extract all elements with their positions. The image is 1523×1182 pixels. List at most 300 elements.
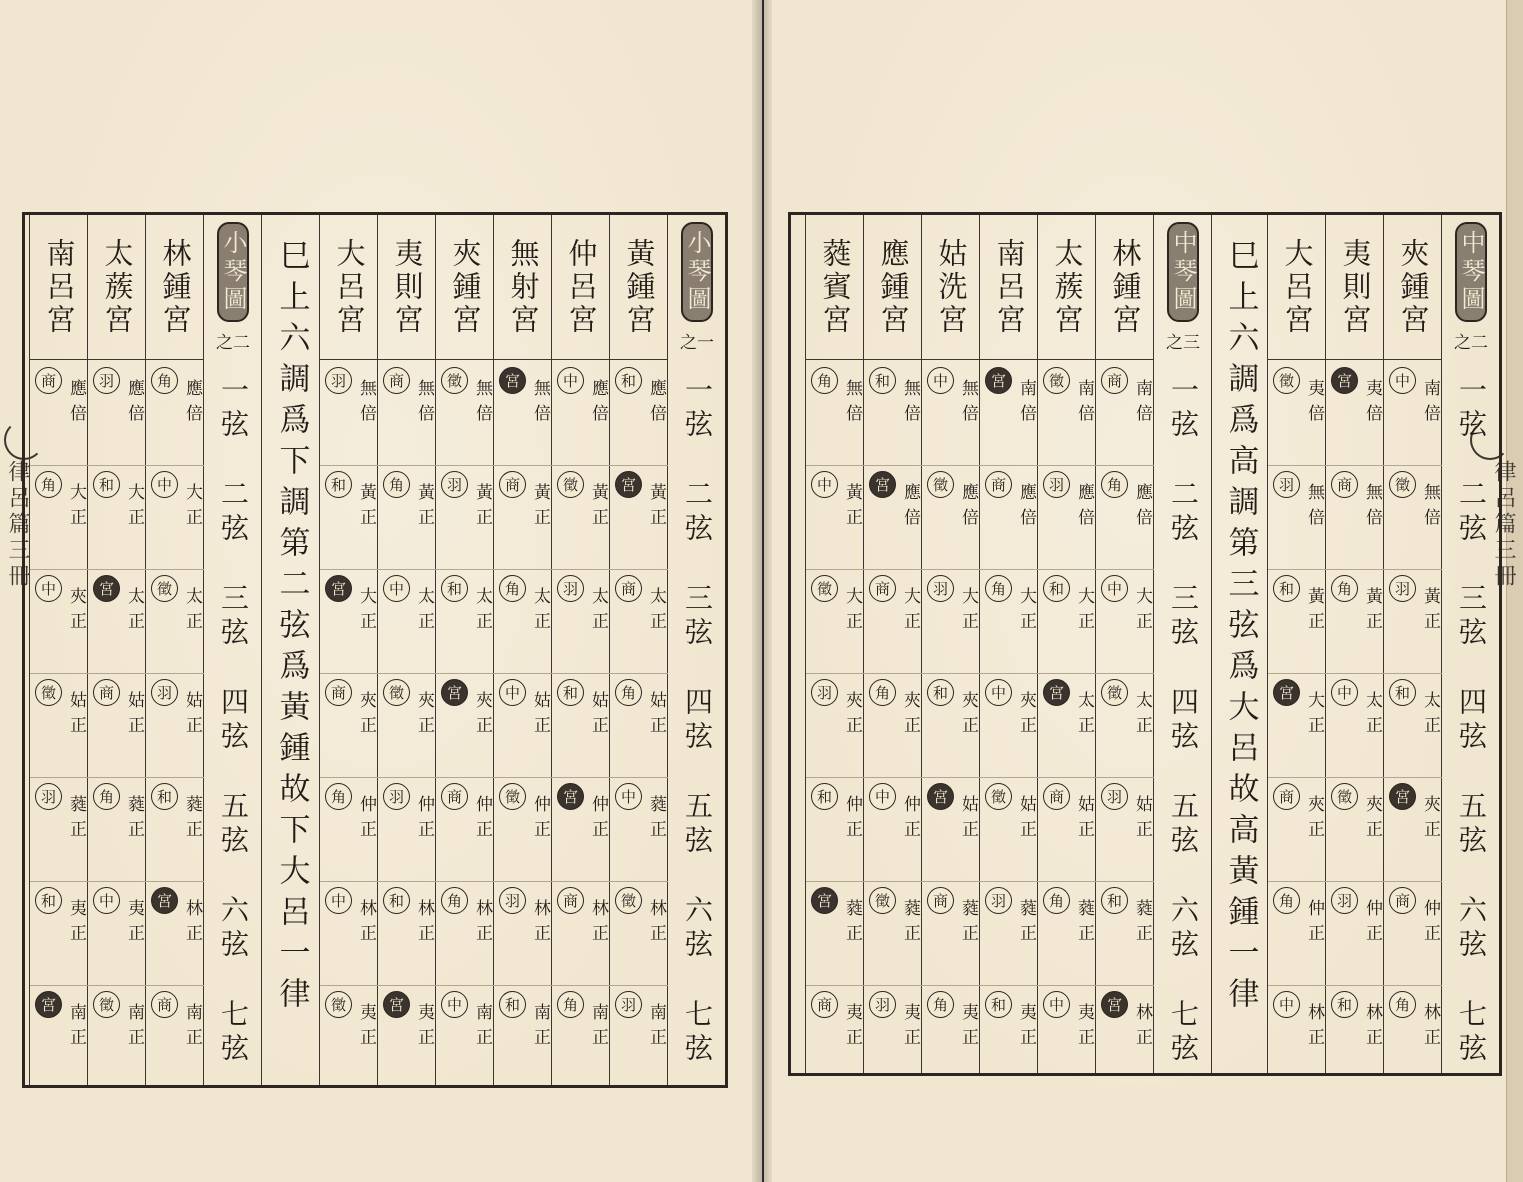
right-pitch-cell [980,777,1038,882]
right-pitch-cell [1384,777,1442,882]
left-pitch-name: 仲正 [472,795,492,845]
right-remark-column [1211,215,1268,1073]
right-pitch-cell [1326,985,1384,1089]
right-pitch-name: 大正 [842,587,862,637]
left-degree-mark: 徵 [383,679,410,706]
right-pitch-name: 夾正 [1304,795,1324,845]
left-degree-mark: 和 [93,471,120,498]
left-degree-mark: 宮 [93,575,120,602]
right-degree-mark: 宮 [1331,367,1358,394]
left-margin-label: 律呂篇三冊 [5,460,30,590]
right-plaque-sub: 之二 [1454,332,1488,353]
left-degree-mark: 徵 [151,575,178,602]
left-pitch-cell [320,985,378,1089]
right-degree-mark: 角 [1101,471,1128,498]
right-mode-column [1267,215,1326,1073]
right-degree-mark: 角 [927,991,954,1018]
right-degree-mark: 和 [1273,575,1300,602]
right-string-label: 四弦 [1167,687,1200,755]
right-pitch-name: 應倍 [958,483,978,533]
right-pitch-name: 無倍 [958,379,978,429]
right-pitch-cell [1038,777,1096,882]
left-pitch-cell [88,361,146,466]
left-pitch-cell [494,985,552,1089]
left-degree-mark: 中 [615,783,642,810]
right-pitch-cell [806,465,864,570]
left-string-label: 六弦 [681,895,714,963]
left-string-label: 五弦 [217,791,250,859]
right-pitch-name: 應倍 [1074,483,1094,533]
right-degree-mark: 和 [1043,575,1070,602]
left-pitch-cell [610,361,668,466]
left-pitch-cell [30,673,88,778]
left-plaque-title: 小琴圖 [681,222,713,322]
left-pitch-cell [610,985,668,1089]
left-degree-mark: 中 [557,367,584,394]
left-pitch-cell [146,361,204,466]
right-plaque-cell [1442,215,1500,359]
left-pitch-name: 姑正 [530,691,550,741]
right-remark-text: 巳上六調爲高調第三弦爲大呂故高黃鍾一律 [1222,239,1259,1018]
right-pitch-cell [864,881,922,986]
right-pitch-cell [1096,777,1154,882]
left-pitch-name: 無倍 [356,379,376,429]
left-pitch-cell [320,881,378,986]
right-pitch-cell [1326,777,1384,882]
left-mode-title: 黃鍾宮 [622,237,657,337]
left-pitch-name: 太正 [588,587,608,637]
right-string-label: 七弦 [1167,999,1200,1067]
right-pitch-name: 姑正 [1132,795,1152,845]
right-mode-title-cell [806,215,864,360]
right-mode-title-cell [864,215,922,360]
left-degree-mark: 商 [615,575,642,602]
left-pitch-cell [146,673,204,778]
right-mode-column [805,215,864,1073]
left-pitch-name: 姑正 [646,691,666,741]
left-pitch-cell [378,569,436,674]
right-pitch-name: 夷正 [958,1003,978,1053]
right-pitch-cell [1326,361,1384,466]
left-mode-column [87,215,146,1085]
right-degree-mark: 羽 [927,575,954,602]
right-mode-title: 林鍾宮 [1108,237,1143,337]
left-mode-title-cell [610,215,668,360]
left-string-label: 四弦 [681,687,714,755]
left-pitch-name: 大正 [124,483,144,533]
left-pitch-name: 黃正 [530,483,550,533]
left-mode-title-cell [378,215,436,360]
right-pitch-name: 仲正 [1362,899,1382,949]
right-pitch-name: 姑正 [1016,795,1036,845]
right-mode-title-cell [922,215,980,360]
right-plaque-cell [1154,215,1212,359]
left-pitch-name: 南正 [472,1003,492,1053]
right-pitch-name: 蕤正 [1016,899,1036,949]
right-string-label: 六弦 [1455,895,1488,963]
right-pitch-cell [1384,465,1442,570]
left-degree-mark: 商 [151,991,178,1018]
right-pitch-cell [980,569,1038,674]
right-pitch-name: 夷正 [1016,1003,1036,1053]
right-pitch-cell [864,465,922,570]
right-degree-mark: 徵 [1273,367,1300,394]
right-pitch-name: 太正 [1362,691,1382,741]
left-pitch-name: 夷正 [66,899,86,949]
right-mode-title-cell [1326,215,1384,360]
right-pitch-name: 南倍 [1016,379,1036,429]
left-pitch-cell [146,985,204,1089]
left-pitch-name: 黃正 [356,483,376,533]
left-pitch-name: 應倍 [182,379,202,429]
left-pitch-cell [552,673,610,778]
left-pitch-cell [494,569,552,674]
left-pitch-cell [552,777,610,882]
right-degree-mark: 中 [1043,991,1070,1018]
right-mode-title: 蕤賓宮 [818,237,853,337]
right-pitch-cell [980,361,1038,466]
right-pitch-cell [1384,985,1442,1089]
right-pitch-cell [806,777,864,882]
left-string-column [667,215,726,1085]
left-pitch-cell [494,465,552,570]
right-degree-mark: 中 [1101,575,1128,602]
left-string-label: 一弦 [681,375,714,443]
left-string-label: 一弦 [217,375,250,443]
left-degree-mark: 宮 [499,367,526,394]
right-degree-mark: 徵 [869,887,896,914]
right-pitch-cell [1268,569,1326,674]
left-degree-mark: 羽 [499,887,526,914]
right-degree-mark: 和 [985,991,1012,1018]
right-string-label: 七弦 [1455,999,1488,1067]
right-pitch-cell [1268,361,1326,466]
right-pitch-cell [806,673,864,778]
left-pitch-cell [378,881,436,986]
left-pitch-name: 太正 [124,587,144,637]
right-degree-mark: 和 [1389,679,1416,706]
right-pitch-name: 應倍 [900,483,920,533]
left-string-label: 七弦 [681,999,714,1067]
right-degree-mark: 羽 [1273,471,1300,498]
right-degree-mark: 商 [1389,887,1416,914]
right-mode-column [1325,215,1384,1073]
right-degree-mark: 中 [1331,679,1358,706]
left-degree-mark: 羽 [615,991,642,1018]
left-degree-mark: 宮 [557,783,584,810]
left-mode-column [29,215,88,1085]
right-pitch-cell [864,361,922,466]
left-degree-mark: 羽 [383,783,410,810]
right-degree-mark: 宮 [1043,679,1070,706]
left-degree-mark: 中 [93,887,120,914]
left-pitch-cell [436,361,494,466]
left-degree-mark: 中 [499,679,526,706]
left-pitch-cell [436,569,494,674]
right-mode-column [1037,215,1096,1073]
right-pitch-name: 太正 [1420,691,1440,741]
right-degree-mark: 和 [1331,991,1358,1018]
left-degree-mark: 商 [93,679,120,706]
left-pitch-name: 夾正 [356,691,376,741]
left-degree-mark: 角 [325,783,352,810]
right-degree-mark: 宮 [985,367,1012,394]
right-pitch-name: 蕤正 [1132,899,1152,949]
right-degree-mark: 羽 [1101,783,1128,810]
left-degree-mark: 宮 [151,887,178,914]
right-pitch-cell [1038,569,1096,674]
left-degree-mark: 角 [557,991,584,1018]
right-pitch-cell [1268,465,1326,570]
left-pitch-cell [610,881,668,986]
right-table-frame [788,212,1502,1076]
left-mode-title-cell [436,215,494,360]
right-pitch-name: 夷正 [1074,1003,1094,1053]
right-pitch-cell [1268,673,1326,778]
left-pitch-cell [610,465,668,570]
left-degree-mark: 羽 [325,367,352,394]
right-degree-mark: 和 [869,367,896,394]
left-degree-mark: 角 [383,471,410,498]
right-pitch-name: 夷倍 [1304,379,1324,429]
left-pitch-name: 林正 [530,899,550,949]
left-pitch-cell [378,465,436,570]
left-pitch-name: 夾正 [66,587,86,637]
left-mode-title-cell [30,215,88,360]
left-pitch-name: 仲正 [414,795,434,845]
left-mode-column [435,215,494,1085]
left-string-label: 三弦 [681,583,714,651]
right-degree-mark: 宮 [927,783,954,810]
left-degree-mark: 和 [35,887,62,914]
left-pitch-cell [436,985,494,1089]
right-mode-title-cell [1268,215,1326,360]
right-degree-mark: 角 [985,575,1012,602]
right-pitch-cell [864,985,922,1089]
left-pitch-name: 應倍 [124,379,144,429]
left-degree-mark: 宮 [35,991,62,1018]
right-pitch-cell [1038,881,1096,986]
right-degree-mark: 商 [1331,471,1358,498]
left-pitch-name: 太正 [472,587,492,637]
left-mode-title-cell [320,215,378,360]
left-pitch-cell [88,569,146,674]
left-pitch-cell [30,569,88,674]
left-plaque-cell [668,215,726,359]
left-pitch-name: 南正 [646,1003,666,1053]
right-pitch-cell [1038,361,1096,466]
left-degree-mark: 中 [35,575,62,602]
right-pitch-cell [1326,465,1384,570]
left-mode-title-cell [88,215,146,360]
left-pitch-cell [552,985,610,1089]
right-pitch-cell [1326,881,1384,986]
right-string-label: 三弦 [1167,583,1200,651]
left-pitch-cell [146,465,204,570]
left-pitch-cell [436,777,494,882]
left-pitch-name: 姑正 [182,691,202,741]
right-pitch-name: 應倍 [1016,483,1036,533]
right-pitch-name: 蕤正 [958,899,978,949]
right-string-label: 二弦 [1455,479,1488,547]
left-pitch-name: 夾正 [472,691,492,741]
right-pitch-cell [980,881,1038,986]
right-mode-title-cell [980,215,1038,360]
left-degree-mark: 宮 [615,471,642,498]
right-pitch-name: 大正 [958,587,978,637]
right-pitch-name: 夾正 [842,691,862,741]
right-degree-mark: 宮 [1389,783,1416,810]
right-pitch-name: 南倍 [1074,379,1094,429]
right-string-label: 二弦 [1167,479,1200,547]
right-degree-mark: 角 [1273,887,1300,914]
left-pitch-cell [610,777,668,882]
right-pitch-cell [864,777,922,882]
left-degree-mark: 徵 [499,783,526,810]
left-degree-mark: 和 [325,471,352,498]
left-pitch-name: 夾正 [414,691,434,741]
left-pitch-name: 太正 [530,587,550,637]
right-string-column [1153,215,1212,1073]
left-pitch-name: 姑正 [66,691,86,741]
right-degree-mark: 宮 [1101,991,1128,1018]
right-degree-mark: 和 [811,783,838,810]
right-degree-mark: 和 [927,679,954,706]
right-mode-title: 夷則宮 [1338,237,1373,337]
right-mode-title: 南呂宮 [992,237,1027,337]
right-pitch-name: 仲正 [900,795,920,845]
right-pitch-name: 夾正 [1420,795,1440,845]
left-plaque-title: 小琴圖 [217,222,249,322]
left-pitch-name: 仲正 [588,795,608,845]
left-pitch-name: 太正 [182,587,202,637]
right-pitch-name: 夾正 [900,691,920,741]
left-pitch-cell [88,673,146,778]
right-degree-mark: 商 [1273,783,1300,810]
left-pitch-cell [552,881,610,986]
left-pitch-cell [146,881,204,986]
right-plaque-sub: 之三 [1166,332,1200,353]
left-pitch-name: 南正 [530,1003,550,1053]
page-edge [1506,0,1523,1182]
left-pitch-name: 南正 [124,1003,144,1053]
left-mode-title: 仲呂宮 [564,237,599,337]
right-pitch-name: 南倍 [1420,379,1440,429]
left-pitch-name: 南正 [182,1003,202,1053]
right-pitch-name: 仲正 [842,795,862,845]
right-pitch-name: 無倍 [1304,483,1324,533]
left-pitch-cell [378,777,436,882]
left-mode-title: 無射宮 [506,237,541,337]
left-pitch-cell [88,777,146,882]
left-pitch-cell [320,777,378,882]
left-pitch-name: 大正 [66,483,86,533]
right-pitch-cell [1326,673,1384,778]
left-pitch-name: 姑正 [124,691,144,741]
left-pitch-name: 南正 [66,1003,86,1053]
left-pitch-name: 黃正 [472,483,492,533]
right-pitch-name: 黃正 [1362,587,1382,637]
right-pitch-cell [1096,361,1154,466]
right-mode-column [1383,215,1442,1073]
left-pitch-name: 夷正 [356,1003,376,1053]
right-mode-title: 大呂宮 [1280,237,1315,337]
right-pitch-cell [1384,569,1442,674]
right-pitch-cell [806,569,864,674]
right-pitch-cell [922,985,980,1089]
right-degree-mark: 中 [985,679,1012,706]
right-mode-title: 太蔟宮 [1050,237,1085,337]
left-degree-mark: 角 [35,471,62,498]
left-string-column [203,215,262,1085]
right-pitch-cell [1384,361,1442,466]
left-degree-mark: 徵 [441,367,468,394]
right-pitch-name: 大正 [900,587,920,637]
left-mode-title: 南呂宮 [42,237,77,337]
left-degree-mark: 宮 [441,679,468,706]
left-pitch-cell [494,777,552,882]
left-mode-column [319,215,378,1085]
left-plaque-sub: 之二 [216,332,250,353]
right-pitch-name: 蕤正 [842,899,862,949]
right-pitch-cell [1038,673,1096,778]
right-degree-mark: 羽 [869,991,896,1018]
right-pitch-cell [1096,985,1154,1089]
right-pitch-name: 無倍 [1420,483,1440,533]
left-pitch-name: 仲正 [356,795,376,845]
left-string-label: 三弦 [217,583,250,651]
left-degree-mark: 中 [441,991,468,1018]
left-degree-mark: 角 [93,783,120,810]
left-degree-mark: 商 [499,471,526,498]
left-degree-mark: 中 [325,887,352,914]
left-pitch-cell [30,361,88,466]
right-string-label: 三弦 [1455,583,1488,651]
left-pitch-cell [88,465,146,570]
right-pitch-name: 大正 [1304,691,1324,741]
left-pitch-cell [552,361,610,466]
left-degree-mark: 徵 [325,991,352,1018]
right-pitch-name: 無倍 [1362,483,1382,533]
right-pitch-cell [922,465,980,570]
left-mode-column [609,215,668,1085]
left-degree-mark: 徵 [615,887,642,914]
left-plaque-sub: 之一 [680,332,714,353]
right-pitch-cell [1096,465,1154,570]
left-pitch-name: 林正 [414,899,434,949]
left-pitch-name: 無倍 [472,379,492,429]
right-degree-mark: 宮 [869,471,896,498]
left-degree-mark: 徵 [93,991,120,1018]
right-mode-column [979,215,1038,1073]
left-degree-mark: 和 [499,991,526,1018]
left-degree-mark: 角 [499,575,526,602]
right-margin-label: 律呂篇三冊 [1491,460,1516,590]
right-pitch-name: 無倍 [900,379,920,429]
left-degree-mark: 商 [383,367,410,394]
right-mode-title: 夾鍾宮 [1396,237,1431,337]
right-pitch-name: 黃正 [1420,587,1440,637]
right-mode-title-cell [1038,215,1096,360]
right-degree-mark: 角 [811,367,838,394]
right-degree-mark: 羽 [811,679,838,706]
right-pitch-cell [864,569,922,674]
right-degree-mark: 徵 [985,783,1012,810]
right-degree-mark: 羽 [985,887,1012,914]
left-degree-mark: 角 [151,367,178,394]
left-pitch-name: 黃正 [414,483,434,533]
right-pitch-cell [1096,881,1154,986]
